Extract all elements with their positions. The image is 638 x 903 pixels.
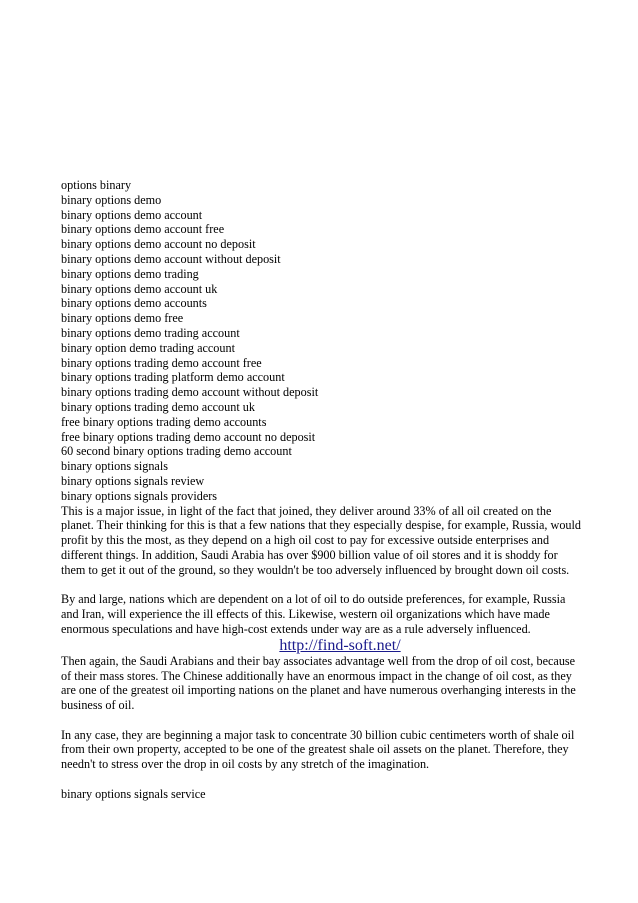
- keyword-item: binary options demo account: [61, 207, 203, 222]
- paragraph-spacer: [61, 713, 581, 728]
- keyword-item: free binary options trading demo accounts: [61, 414, 267, 429]
- keyword-item: binary options demo account free: [61, 222, 225, 237]
- paragraph-spacer: [61, 578, 581, 593]
- keyword-item: binary options demo account uk: [61, 281, 218, 296]
- keyword-item: binary options trading platform demo account: [61, 370, 285, 385]
- keyword-item: binary option demo trading account: [61, 340, 235, 355]
- keyword-item: binary options demo free: [61, 311, 184, 326]
- link-line: [61, 637, 581, 654]
- find-soft-link[interactable]: http://find-soft.net/: [279, 636, 401, 654]
- keyword-item: binary options demo accounts: [61, 296, 207, 311]
- keyword-item: binary options demo account no deposit: [61, 237, 256, 252]
- keyword-item: binary options trading demo account without deposit: [61, 385, 319, 400]
- paragraph-dependent-nations: By and large, nations which are dependent on a lot of oil to do outside preferences, for example, Russia and Iran, will experience the ill effects of this. Likewise, western oil organizations which have made enormous speculations and have high-cost extends under way are as a rule adversely influenced.: [61, 592, 566, 636]
- keyword-item: binary options demo: [61, 192, 162, 207]
- keyword-item: binary options signals review: [61, 473, 205, 488]
- paragraph-saudi-chinese: Then again, the Saudi Arabians and their bay associates advantage well from the drop of oil cost, because of their mass stores. The Chinese additionally have an enormous impact in the change of oil cost, as they are one of the greatest oil importing nations on the planet and have numerous overhanging interests in the business of oil.: [61, 653, 576, 713]
- keyword-item: binary options demo account without deposit: [61, 251, 281, 266]
- paragraph-spacer: [61, 772, 581, 787]
- keyword-item: binary options signals providers: [61, 488, 218, 503]
- keyword-list: [61, 178, 581, 504]
- document-page: [61, 178, 581, 802]
- keyword-item: free binary options trading demo account no deposit: [61, 429, 316, 444]
- keyword-item: binary options demo trading account: [61, 325, 240, 340]
- keyword-item: binary options demo trading: [61, 266, 199, 281]
- footer-keyword: binary options signals service: [61, 786, 206, 801]
- paragraph-shale-oil: In any case, they are beginning a major task to concentrate 30 billion cubic centimeters worth of shale oil from their own property, accepted to be one of the greatest shale oil assets on the planet. Therefore, they needn't to stress over the drop in oil costs by any stretch of the imagination.: [61, 727, 575, 772]
- keyword-item: 60 second binary options trading demo account: [61, 444, 292, 459]
- keyword-item: options binary: [61, 178, 132, 192]
- keyword-item: binary options trading demo account free: [61, 355, 262, 370]
- paragraph-oil-production: This is a major issue, in light of the fact that joined, they deliver around 33% of all oil created on the planet. Their thinking for this is that a few nations that they especially despise, for example, Russia, would profit by this the most, as they depend on a high oil cost to pay for excessive outside enterprises and different things. In addition, Saudi Arabia has over $900 billion value of oil stores and it is shoddy for them to get it out of the ground, so they wouldn't be too adversely influenced by brought down oil costs.: [61, 503, 581, 577]
- keyword-item: binary options trading demo account uk: [61, 399, 255, 414]
- keyword-item: binary options signals: [61, 459, 168, 474]
